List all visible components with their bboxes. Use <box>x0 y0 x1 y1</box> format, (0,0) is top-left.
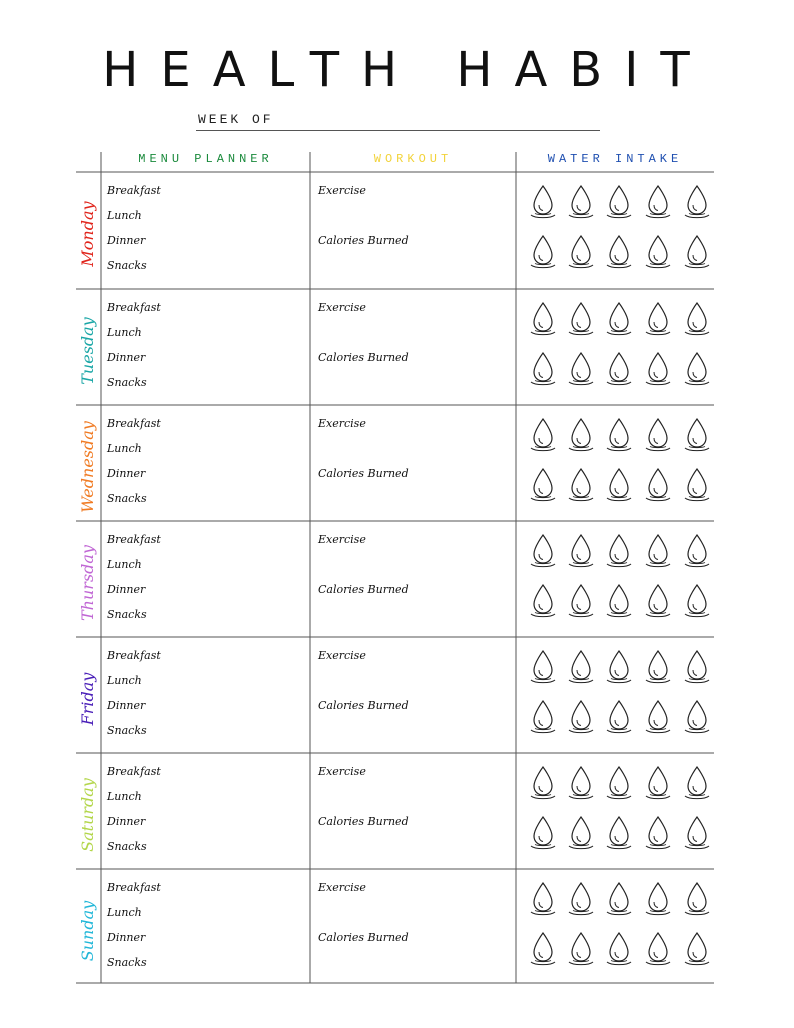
water-drop-icon[interactable] <box>604 699 634 735</box>
calories-burned-label: Calories Burned <box>318 931 409 944</box>
exercise-label: Exercise <box>318 649 366 662</box>
calories-burned-label: Calories Burned <box>318 234 409 247</box>
water-drop-icon[interactable] <box>643 649 673 685</box>
exercise-label: Exercise <box>318 881 366 894</box>
column-header-water-intake: WATER INTAKE <box>547 152 683 166</box>
water-drop-icon[interactable] <box>528 467 558 503</box>
water-drop-icon[interactable] <box>566 467 596 503</box>
water-drop-icon[interactable] <box>528 931 558 967</box>
water-drop-icon[interactable] <box>643 184 673 220</box>
meal-label-lunch: Lunch <box>107 442 142 455</box>
day-label-thursday: Thursday <box>78 545 97 621</box>
water-drop-icon[interactable] <box>528 765 558 801</box>
water-drop-icon[interactable] <box>604 351 634 387</box>
meal-label-snacks: Snacks <box>107 840 147 853</box>
water-drop-icon[interactable] <box>566 301 596 337</box>
water-drop-icon[interactable] <box>566 417 596 453</box>
meal-label-lunch: Lunch <box>107 209 142 222</box>
water-drop-icon[interactable] <box>643 699 673 735</box>
meal-label-dinner: Dinner <box>107 931 146 944</box>
water-drop-icon[interactable] <box>643 931 673 967</box>
water-drop-icon[interactable] <box>528 351 558 387</box>
water-drop-icon[interactable] <box>528 699 558 735</box>
water-drop-icon[interactable] <box>604 467 634 503</box>
meal-label-breakfast: Breakfast <box>107 417 161 430</box>
water-drop-icon[interactable] <box>566 881 596 917</box>
water-drop-icon[interactable] <box>604 765 634 801</box>
meal-label-breakfast: Breakfast <box>107 533 161 546</box>
calories-burned-label: Calories Burned <box>318 351 409 364</box>
water-drop-icon[interactable] <box>528 301 558 337</box>
meal-label-lunch: Lunch <box>107 326 142 339</box>
water-drop-icon[interactable] <box>528 815 558 851</box>
meal-label-snacks: Snacks <box>107 724 147 737</box>
water-drop-icon[interactable] <box>604 417 634 453</box>
meal-label-snacks: Snacks <box>107 956 147 969</box>
page-title: HEALTH HABIT <box>102 42 712 98</box>
water-drop-icon[interactable] <box>566 533 596 569</box>
meal-label-breakfast: Breakfast <box>107 301 161 314</box>
water-drop-icon[interactable] <box>682 815 712 851</box>
water-drop-icon[interactable] <box>682 649 712 685</box>
water-drop-icon[interactable] <box>682 533 712 569</box>
day-label-friday: Friday <box>78 672 97 726</box>
water-drop-icon[interactable] <box>643 351 673 387</box>
calories-burned-label: Calories Burned <box>318 699 409 712</box>
exercise-label: Exercise <box>318 301 366 314</box>
meal-label-lunch: Lunch <box>107 790 142 803</box>
meal-label-breakfast: Breakfast <box>107 649 161 662</box>
meal-label-dinner: Dinner <box>107 234 146 247</box>
water-drop-icon[interactable] <box>682 417 712 453</box>
water-drop-icon[interactable] <box>566 583 596 619</box>
water-drop-icon[interactable] <box>682 931 712 967</box>
meal-label-breakfast: Breakfast <box>107 765 161 778</box>
exercise-label: Exercise <box>318 765 366 778</box>
water-drop-icon[interactable] <box>604 649 634 685</box>
water-drop-icon[interactable] <box>604 583 634 619</box>
water-drop-icon[interactable] <box>643 417 673 453</box>
water-drop-icon[interactable] <box>528 583 558 619</box>
day-label-sunday: Sunday <box>78 900 97 962</box>
water-drop-icon[interactable] <box>566 184 596 220</box>
water-drop-icon[interactable] <box>604 184 634 220</box>
water-drop-icon[interactable] <box>604 931 634 967</box>
water-drop-icon[interactable] <box>604 881 634 917</box>
water-drop-icon[interactable] <box>528 234 558 270</box>
meal-label-lunch: Lunch <box>107 906 142 919</box>
water-drop-icon[interactable] <box>604 301 634 337</box>
meal-label-dinner: Dinner <box>107 815 146 828</box>
water-drop-icon[interactable] <box>566 351 596 387</box>
meal-label-breakfast: Breakfast <box>107 881 161 894</box>
day-label-wednesday: Wednesday <box>78 421 97 513</box>
calories-burned-label: Calories Burned <box>318 467 409 480</box>
water-drop-icon[interactable] <box>566 699 596 735</box>
water-drop-icon[interactable] <box>566 815 596 851</box>
water-drop-icon[interactable] <box>643 815 673 851</box>
water-drop-icon[interactable] <box>566 649 596 685</box>
water-drop-icon[interactable] <box>643 765 673 801</box>
water-drop-icon[interactable] <box>566 765 596 801</box>
week-of-label: WEEK OF <box>198 112 274 127</box>
water-drop-icon[interactable] <box>643 583 673 619</box>
water-drop-icon[interactable] <box>682 467 712 503</box>
water-drop-icon[interactable] <box>566 931 596 967</box>
meal-label-dinner: Dinner <box>107 583 146 596</box>
water-drop-icon[interactable] <box>528 533 558 569</box>
water-drop-icon[interactable] <box>528 649 558 685</box>
water-drop-icon[interactable] <box>682 699 712 735</box>
exercise-label: Exercise <box>318 417 366 430</box>
calories-burned-label: Calories Burned <box>318 583 409 596</box>
water-drop-icon[interactable] <box>682 881 712 917</box>
column-header-workout: WORKOUT <box>373 152 453 166</box>
meal-label-snacks: Snacks <box>107 259 147 272</box>
meal-label-snacks: Snacks <box>107 376 147 389</box>
meal-label-lunch: Lunch <box>107 558 142 571</box>
water-drop-icon[interactable] <box>682 301 712 337</box>
water-drop-icon[interactable] <box>643 881 673 917</box>
meal-label-lunch: Lunch <box>107 674 142 687</box>
meal-label-snacks: Snacks <box>107 492 147 505</box>
water-drop-icon[interactable] <box>604 533 634 569</box>
exercise-label: Exercise <box>318 533 366 546</box>
water-drop-icon[interactable] <box>528 417 558 453</box>
column-header-menu-planner: MENU PLANNER <box>138 152 273 166</box>
water-drop-icon[interactable] <box>643 301 673 337</box>
exercise-label: Exercise <box>318 184 366 197</box>
meal-label-snacks: Snacks <box>107 608 147 621</box>
water-drop-icon[interactable] <box>682 583 712 619</box>
water-drop-icon[interactable] <box>643 234 673 270</box>
water-drop-icon[interactable] <box>682 234 712 270</box>
water-drop-icon[interactable] <box>682 351 712 387</box>
water-drop-icon[interactable] <box>566 234 596 270</box>
meal-label-breakfast: Breakfast <box>107 184 161 197</box>
meal-label-dinner: Dinner <box>107 351 146 364</box>
water-drop-icon[interactable] <box>643 533 673 569</box>
meal-label-dinner: Dinner <box>107 699 146 712</box>
calories-burned-label: Calories Burned <box>318 815 409 828</box>
meal-label-dinner: Dinner <box>107 467 146 480</box>
day-label-monday: Monday <box>78 201 97 267</box>
water-drop-icon[interactable] <box>604 234 634 270</box>
water-drop-icon[interactable] <box>682 184 712 220</box>
day-label-tuesday: Tuesday <box>78 317 97 385</box>
water-drop-icon[interactable] <box>643 467 673 503</box>
water-drop-icon[interactable] <box>528 881 558 917</box>
day-label-saturday: Saturday <box>78 778 97 852</box>
water-drop-icon[interactable] <box>682 765 712 801</box>
water-drop-icon[interactable] <box>604 815 634 851</box>
water-drop-icon[interactable] <box>528 184 558 220</box>
